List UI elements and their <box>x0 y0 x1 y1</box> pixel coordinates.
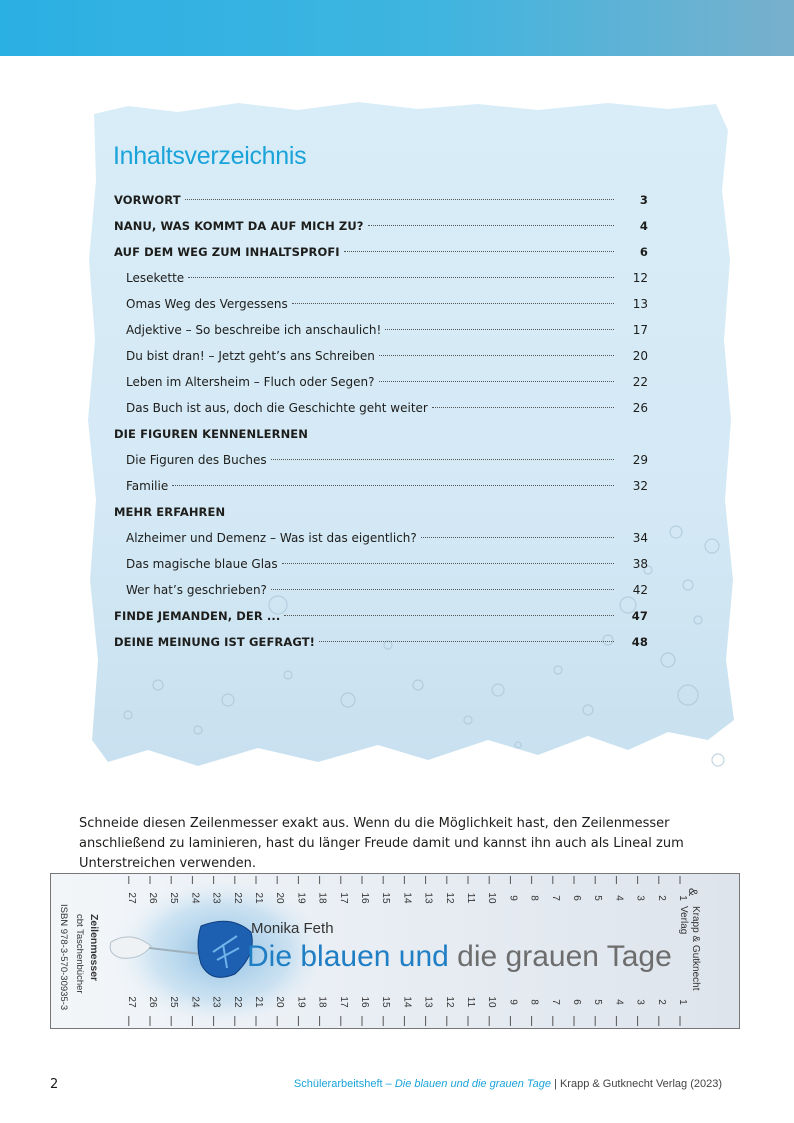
toc-entry <box>114 187 648 213</box>
toc-entry-label: Das magische blaue Glas <box>126 557 278 571</box>
ruler-number: 20 <box>274 996 286 1008</box>
toc-entry <box>114 239 648 265</box>
toc-entry-page: 42 <box>632 583 648 597</box>
ruler-number: 15 <box>380 892 392 904</box>
ruler-number: 9 <box>507 895 519 901</box>
toc-entry <box>114 421 648 447</box>
top-banner <box>0 0 794 56</box>
toc-entry-label: Die Figuren des Buches <box>126 453 267 467</box>
toc-entry-page: 48 <box>631 635 648 649</box>
ruler-number: 22 <box>231 996 243 1008</box>
ruler-number: 22 <box>231 892 243 904</box>
toc-leader-dots <box>292 303 614 304</box>
toc-leader-dots <box>172 485 614 486</box>
toc-entry-page: 47 <box>631 609 648 623</box>
toc-entry-page: 26 <box>632 401 648 415</box>
toc-entry-label: Alzheimer und Demenz – Was ist das eigentlich? <box>126 531 417 545</box>
line-ruler <box>50 873 740 1029</box>
ruler-number: 10 <box>486 996 498 1008</box>
ruler-author: Monika Feth <box>251 920 334 937</box>
toc-entry-label: VORWORT <box>114 193 181 207</box>
ruler-number: 21 <box>253 996 264 1008</box>
toc-leader-dots <box>282 563 614 564</box>
ruler-number: 10 <box>486 892 498 904</box>
toc-leader-dots <box>271 589 614 590</box>
ruler-number: 2 <box>655 895 667 901</box>
ruler-number: 16 <box>359 892 370 904</box>
ruler-number: 27 <box>125 996 137 1008</box>
toc-entry-label: Adjektive – So beschreibe ich anschaulich! <box>126 323 382 337</box>
ruler-number: 21 <box>253 892 264 904</box>
toc-entry-label: AUF DEM WEG ZUM INHALTSPROFI <box>114 245 340 259</box>
ruler-number: 12 <box>443 892 455 904</box>
ruler-number: 12 <box>443 996 455 1008</box>
toc-entry-label: Leben im Altersheim – Fluch oder Segen? <box>126 375 375 389</box>
toc-entry-label: Omas Weg des Vergessens <box>126 297 288 311</box>
toc-entry-page: 20 <box>632 349 648 363</box>
toc-entry <box>114 265 648 291</box>
toc-leader-dots <box>368 225 614 226</box>
toc-leader-dots <box>319 641 614 642</box>
ruler-isbn: ISBN 978-3-570-30935-3 <box>58 904 69 1011</box>
ruler-number: 7 <box>549 999 561 1005</box>
page-number: 2 <box>50 1077 59 1092</box>
footer-credit <box>292 1078 722 1090</box>
ruler-number: 18 <box>316 892 328 904</box>
toc-entry-label: FINDE JEMANDEN, DER ... <box>114 609 281 623</box>
ruler-imprint: cbt Taschenbücher <box>74 914 85 994</box>
ruler-number: 5 <box>592 895 604 901</box>
toc-entry <box>114 447 648 473</box>
ruler-number: 19 <box>295 996 307 1008</box>
ruler-title-part2: die grauen Tage <box>457 940 672 973</box>
ruler-number: 17 <box>337 996 349 1008</box>
toc-entry-page: 12 <box>632 271 648 285</box>
toc-entry-label: Das Buch ist aus, doch die Geschichte geht weiter <box>126 401 428 415</box>
toc-leader-dots <box>379 355 614 356</box>
toc-entry-page: 17 <box>632 323 648 337</box>
toc-entry <box>114 473 648 499</box>
ruler-number: 20 <box>274 892 286 904</box>
toc-entry-label: Wer hat’s geschrieben? <box>126 583 267 597</box>
ruler-number: 25 <box>168 996 180 1008</box>
ruler-number: 24 <box>189 892 201 904</box>
toc-leader-dots <box>271 459 614 460</box>
toc-entry <box>114 369 648 395</box>
toc-leader-dots <box>432 407 614 408</box>
toc-entry-page: 32 <box>632 479 648 493</box>
toc-entry-label: DIE FIGUREN KENNENLERNEN <box>114 427 308 441</box>
toc-title: Inhaltsverzeichnis <box>113 142 307 170</box>
toc-entry-page: 22 <box>632 375 648 389</box>
ruler-number: 1 <box>677 999 688 1005</box>
toc-entry <box>114 395 648 421</box>
ruler-number: 6 <box>571 999 582 1005</box>
toc-entry <box>114 317 648 343</box>
ruler-number: 19 <box>295 892 307 904</box>
footer-suffix: | Krapp & Gutknecht Verlag (2023) <box>550 1078 722 1090</box>
ruler-label: Zeilenmesser <box>88 914 100 982</box>
ruler-number: 8 <box>528 999 540 1005</box>
ruler-number: 11 <box>465 996 476 1008</box>
ruler-number: 14 <box>401 892 413 904</box>
toc-leader-dots <box>379 381 615 382</box>
ruler-number: 15 <box>380 996 392 1008</box>
ruler-number: 27 <box>125 892 137 904</box>
ruler-title-part1: Die blauen und <box>247 940 449 973</box>
toc-entry-label: MEHR ERFAHREN <box>114 505 226 519</box>
toc-entry-page: 34 <box>632 531 648 545</box>
toc-entry-label: Familie <box>126 479 169 493</box>
ruler-number: 6 <box>571 895 582 901</box>
ruler-number: 26 <box>147 996 158 1008</box>
footer-book-title: Die blauen und die grauen Tage <box>394 1078 551 1090</box>
ruler-number: 3 <box>634 895 646 901</box>
ruler-number: 26 <box>147 892 158 904</box>
ruler-number: 13 <box>422 996 434 1008</box>
ruler-number: 24 <box>189 996 201 1008</box>
toc-leader-dots <box>185 199 614 200</box>
toc-entry-page: 3 <box>639 193 648 207</box>
ruler-number: 7 <box>549 895 561 901</box>
toc-entry <box>114 213 648 239</box>
toc-entry <box>114 629 648 655</box>
ruler-number: 18 <box>316 996 328 1008</box>
toc-entry <box>114 551 648 577</box>
ruler-number: 14 <box>401 996 413 1008</box>
ruler-number: 23 <box>210 892 222 904</box>
toc-leader-dots <box>284 615 614 616</box>
ruler-number: 4 <box>613 895 625 901</box>
ruler-number: 11 <box>465 892 476 904</box>
ruler-publisher: Krapp & Gutknecht Verlag <box>678 906 701 991</box>
ruler-publisher-logo: & <box>686 888 700 897</box>
ruler-number: 2 <box>655 999 667 1005</box>
toc-entry-page: 38 <box>632 557 648 571</box>
toc-entry <box>114 603 648 629</box>
toc-entry <box>114 343 648 369</box>
toc-entry <box>114 525 648 551</box>
toc-leader-dots <box>385 329 614 330</box>
instruction-text: Schneide diesen Zeilenmesser exakt aus. Wenn du die Möglichkeit hast, den Zeilenmesser anschließend zu laminieren, hast du länger Freude damit und kannst ihn auch als Lineal zum Unterstreichen verwenden. <box>79 816 684 871</box>
toc-entry-label: NANU, WAS KOMMT DA AUF MICH ZU? <box>114 219 364 233</box>
toc-entry <box>114 291 648 317</box>
toc-entry-page: 29 <box>632 453 648 467</box>
ruler-number: 17 <box>337 892 349 904</box>
footer-prefix: Schülerarbeitsheft – <box>293 1078 395 1090</box>
toc-leader-dots <box>188 277 614 278</box>
ruler-number: 16 <box>359 996 370 1008</box>
ruler-number: 25 <box>168 892 180 904</box>
toc-entry-label: Du bist dran! – Jetzt geht’s ans Schreiben <box>126 349 375 363</box>
ruler-number: 23 <box>210 996 222 1008</box>
toc-entry <box>114 577 648 603</box>
toc-entry-label: Lesekette <box>126 271 185 285</box>
toc-entry-page: 4 <box>639 219 648 233</box>
ruler-number: 9 <box>507 999 519 1005</box>
ruler-number: 13 <box>422 892 434 904</box>
ruler-book-title <box>247 940 672 974</box>
ruler-number: 5 <box>592 999 604 1005</box>
ruler-number: 8 <box>528 895 540 901</box>
toc-leader-dots <box>421 537 614 538</box>
toc-leader-dots <box>344 251 614 252</box>
toc-entry <box>114 499 648 525</box>
ruler-number: 3 <box>634 999 646 1005</box>
toc-entry-label: DEINE MEINUNG IST GEFRAGT! <box>114 635 316 649</box>
table-of-contents <box>114 187 648 655</box>
toc-entry-page: 6 <box>639 245 648 259</box>
ruler-number: 1 <box>677 895 688 901</box>
toc-entry-page: 13 <box>632 297 648 311</box>
ruler-number: 4 <box>613 999 625 1005</box>
